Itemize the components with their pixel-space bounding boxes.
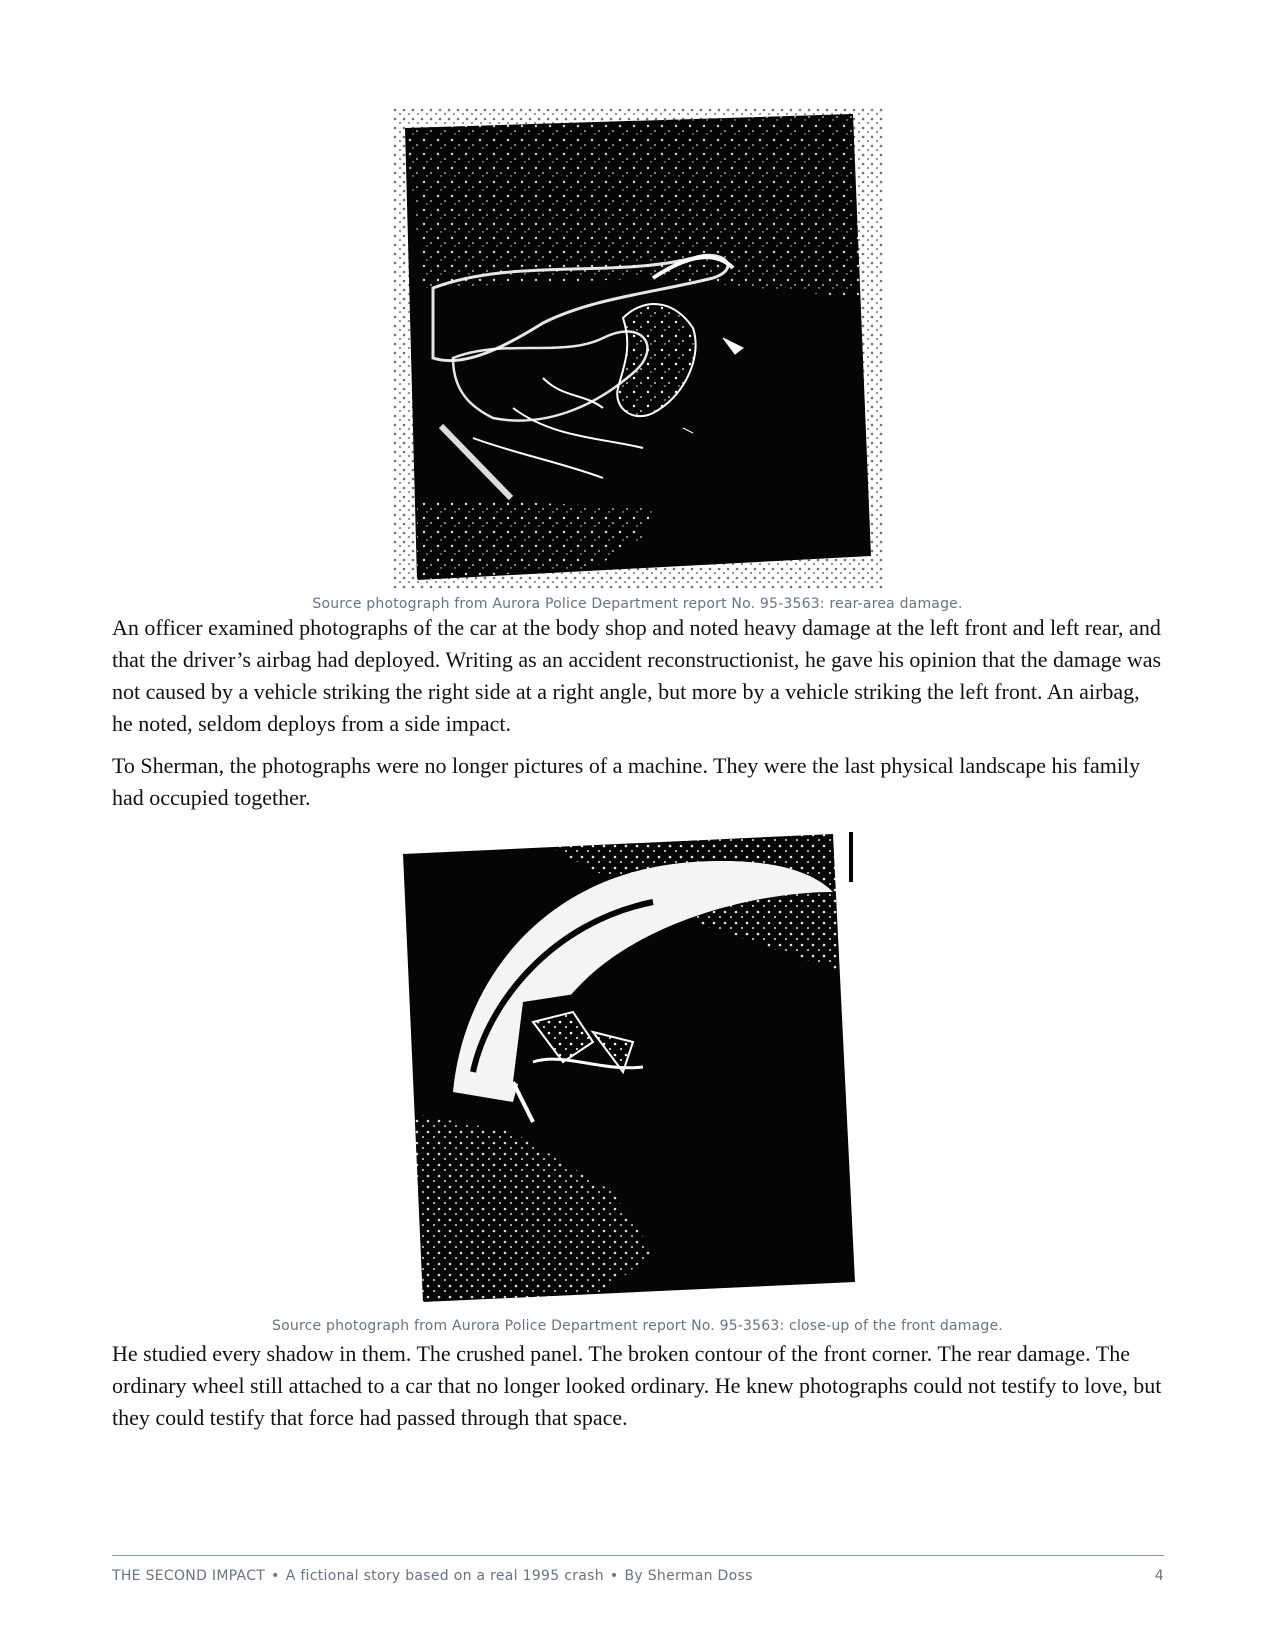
footer-byline: By Sherman Doss [624, 1568, 753, 1584]
figure-front-damage [0, 832, 1275, 1334]
rear-damage-photo [393, 108, 883, 590]
page-footer [112, 1568, 1164, 1584]
page-number: 4 [1154, 1568, 1164, 1584]
footer-tagline: A fictional story based on a real 1995 crash [285, 1568, 604, 1584]
body-paragraph: He studied every shadow in them. The crushed panel. The broken contour of the front corner. The rear damage. The ordinary wheel still attached to a car that no longer looked ordinary. He knew photographs could not testify to love, but they could testify that force had passed through that space. [112, 1341, 1162, 1430]
footer-divider [112, 1555, 1164, 1556]
footer-title: THE SECOND IMPACT [112, 1568, 266, 1584]
footer-running-title: THE SECOND IMPACT • A fictional story based on a real 1995 crash • By Sherman Doss [112, 1568, 753, 1584]
body-paragraph: An officer examined photographs of the car at the body shop and noted heavy damage at the left front and left rear, and that the driver’s airbag had deployed. Writing as an accident reconstructionist, he gave his opinion that the damage was not caused by a vehicle striking the right side at a right angle, but more by a vehicle striking the left front. An airbag, he noted, seldom deploys from a side impact. [112, 615, 1162, 736]
front-damage-photo [393, 832, 883, 1312]
figure-caption: Source photograph from Aurora Police Department report No. 95-3563: close-up of the front damage. [272, 1318, 1003, 1334]
figure-rear-damage [0, 108, 1275, 612]
figure-caption: Source photograph from Aurora Police Department report No. 95-3563: rear-area damage. [312, 596, 963, 612]
body-paragraph: To Sherman, the photographs were no longer pictures of a machine. They were the last physical landscape his family had occupied together. [112, 753, 1141, 810]
